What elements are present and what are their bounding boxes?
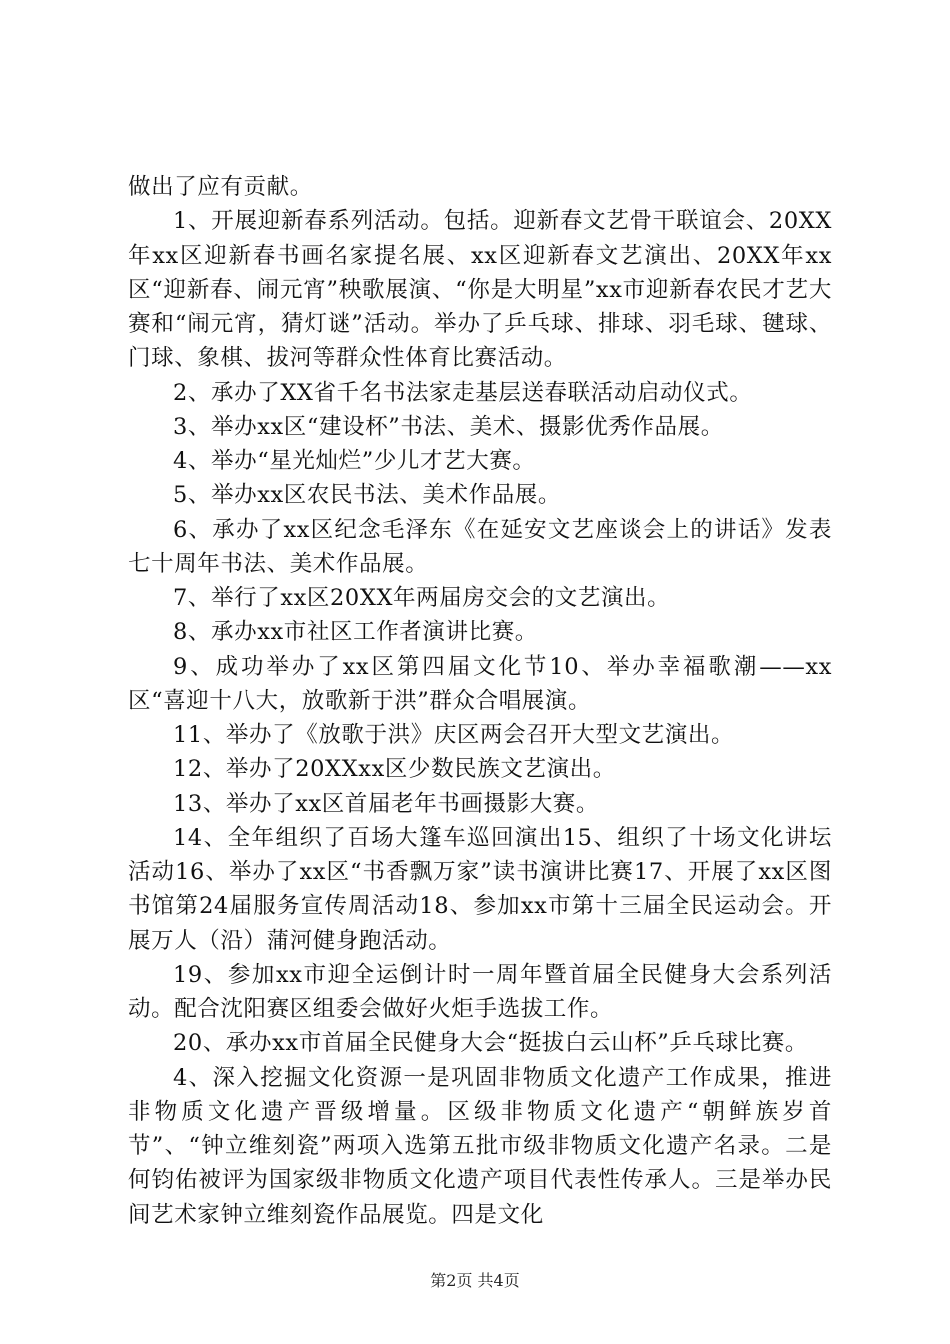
paragraph: 5、举办xx区农民书法、美术作品展。 bbox=[173, 482, 561, 509]
paragraph: 4、举办“星光灿烂”少儿才艺大赛。 bbox=[173, 448, 536, 474]
paragraph: 4、深入挖掘文化资源一是巩固非物质文化遗产工作成果，推进非物质文化遗产晋级增量。区级非物质文化遗产“朝鲜族岁首节”、“钟立维刻瓷”两项入选第五批市级非物质文化遗产名录。二是何钧佑被评为国家级非物质文化遗产项目代表性传承人。三是举办民间艺术家钟立维刻瓷作品展览。四是文化 bbox=[128, 1064, 832, 1228]
document-body bbox=[128, 170, 832, 1232]
paragraph: 6、承办了xx区纪念毛泽东《在延安文艺座谈会上的讲话》发表七十周年书法、美术作品展。 bbox=[128, 516, 832, 577]
paragraph: 1、开展迎新春系列活动。包括。迎新春文艺骨干联谊会、20XX年xx区迎新春书画名家提名展、xx区迎新春文艺演出、20XX年xx区“迎新春、闹元宵”秧歌展演、“你是大明星”xx市迎新春农民才艺大赛和“闹元宵，猜灯谜”活动。举办了乒乓球、排球、羽毛球、毽球、门球、象棋、拔河等群众性体育比赛活动。 bbox=[128, 208, 832, 372]
paragraph: 8、承办xx市社区工作者演讲比赛。 bbox=[173, 619, 538, 646]
paragraph: 3、举办xx区“建设杯”书法、美术、摄影优秀作品展。 bbox=[173, 413, 724, 440]
paragraph: 2、承办了XX省千名书法家走基层送春联活动启动仪式。 bbox=[173, 379, 753, 406]
page-footer: 第2页 共4页 bbox=[430, 1271, 520, 1290]
paragraph: 9、成功举办了xx区第四届文化节10、举办幸福歌潮——xx区“喜迎十八大，放歌新于洪”群众合唱展演。 bbox=[128, 653, 832, 714]
paragraph: 11、举办了《放歌于洪》庆区两会召开大型文艺演出。 bbox=[173, 722, 735, 748]
paragraph: 13、举办了xx区首届老年书画摄影大赛。 bbox=[173, 790, 600, 817]
paragraph: 做出了应有贡献。 bbox=[128, 174, 313, 200]
paragraph: 20、承办xx市首届全民健身大会“挺拔白云山杯”乒乓球比赛。 bbox=[173, 1030, 809, 1057]
paragraph: 19、参加xx市迎全运倒计时一周年暨首届全民健身大会系列活动。配合沈阳赛区组委会做好火炬手选拔工作。 bbox=[128, 961, 832, 1022]
paragraph: 14、全年组织了百场大篷车巡回演出15、组织了十场文化讲坛活动16、举办了xx区“书香飘万家”读书演讲比赛17、开展了xx区图书馆第24届服务宣传周活动18、参加xx市第十三届全民运动会。开展万人（沿）蒲河健身跑活动。 bbox=[128, 824, 832, 954]
paragraph: 12、举办了20XXxx区少数民族文艺演出。 bbox=[173, 756, 616, 783]
paragraph: 7、举行了xx区20XX年两届房交会的文艺演出。 bbox=[173, 585, 671, 611]
